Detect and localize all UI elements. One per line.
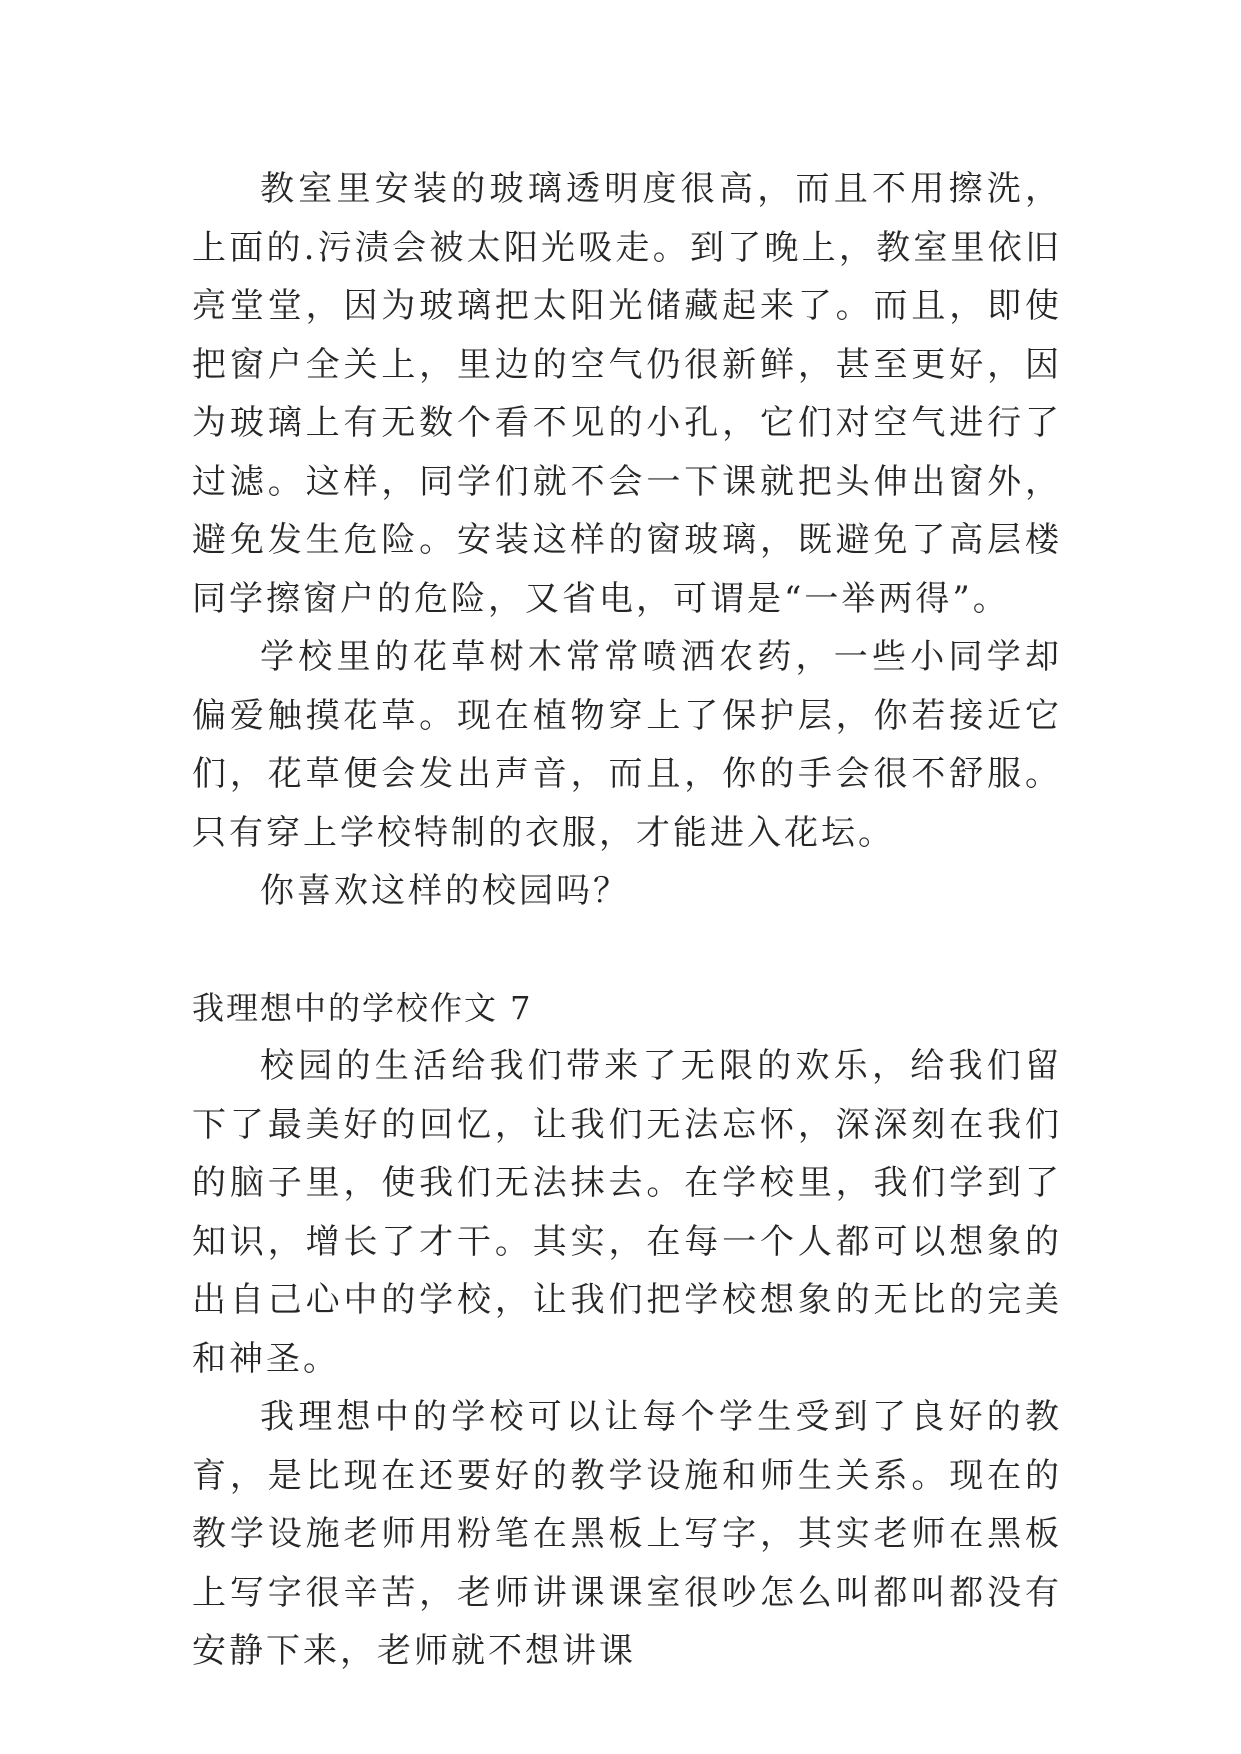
paragraph-plants: 学校里的花草树木常常喷洒农药，一些小同学却偏爱触摸花草。现在植物穿上了保护层，你若接近它们，花草便会发出声音，而且，你的手会很不舒服。只有穿上学校特制的衣服，才能进入花坛。 (192, 637, 1062, 853)
paragraph-question: 你喜欢这样的校园吗？ (260, 871, 630, 911)
paragraph-ideal-school: 我理想中的学校可以让每个学生受到了良好的教育，是比现在还要好的教学设施和师生关系。现在的教学设施老师用粉笔在黑板上写字，其实老师在黑板上写字很辛苦，老师讲课课室很吵怎么叫都叫都没有安静下来，老师就不想讲课 (192, 1397, 1062, 1671)
paragraph-classroom-glass: 教室里安装的玻璃透明度很高，而且不用擦洗，上面的.污渍会被太阳光吸走。到了晚上，教室里依旧亮堂堂，因为玻璃把太阳光储藏起来了。而且，即使把窗户全关上，里边的空气仍很新鲜，甚至更好，因为玻璃上有无数个看不见的小孔，它们对空气进行了过滤。这样，同学们就不会一下课就把头伸出窗外，避免发生危险。安装这样的窗玻璃，既避免了高层楼同学擦窗户的危险，又省电，可谓是“一举两得”。 (192, 169, 1062, 619)
section-title: 我理想中的学校作文 7 (192, 988, 533, 1027)
paragraph-campus-life: 校园的生活给我们带来了无限的欢乐，给我们留下了最美好的回忆，让我们无法忘怀，深深刻在我们的脑子里，使我们无法抹去。在学校里，我们学到了知识，增长了才干。其实，在每一个人都可以想象的出自己心中的学校，让我们把学校想象的无比的完美和神圣。 (192, 1046, 1062, 1379)
document-body (192, 160, 1062, 1681)
